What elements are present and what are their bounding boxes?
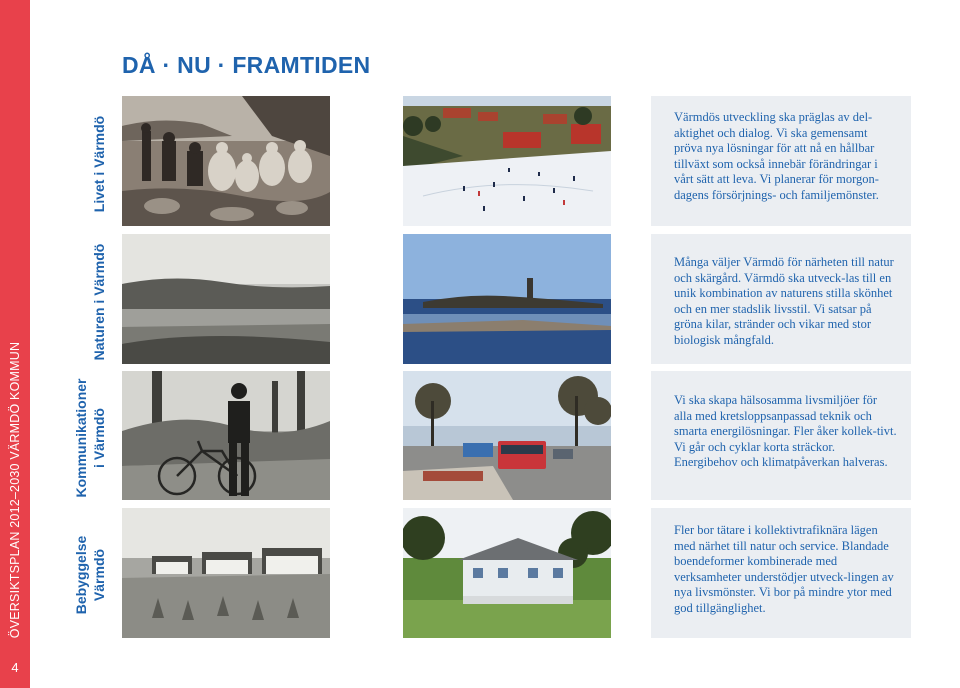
sidebar-running-title: ÖVERSIKTSPLAN 2012–2030 VÄRMDÖ KOMMUN [8,341,22,639]
row-label-livet [90,116,108,212]
historical-lake-photo [122,234,330,364]
sidebar-strip [0,0,30,688]
archipelago-photo [403,234,611,364]
body-text: Fler bor tätare i kollektivtrafiknära lägen med närhet till natur och service. Blandade boendeformer kombinerade med verksamheter understödjer utveck-lingen av nya livsmönster. Vi bor på mindre ytor med god tillgänglighet. [674,523,894,615]
page-title: DÅ · NU · FRAMTIDEN [122,52,371,78]
skating-lake-photo [403,96,611,226]
row-label-line: Värmdö [91,548,107,602]
modern-housing-photo [403,508,611,638]
historical-group-photo [122,96,330,226]
row-label-line: Bebyggelse [73,535,89,615]
row-label-naturen [90,244,108,361]
row-label-line: Kommunikationer [73,378,89,498]
row-label-line: Naturen i Värmdö [91,243,107,361]
bus-terminal-photo [403,371,611,500]
text-box-bebyggelse [651,508,911,638]
text-box-naturen [651,234,911,364]
row-label-bebyggelse [72,536,108,615]
row-label-kommunikationer [72,378,108,497]
historical-houses-photo [122,508,330,638]
row-label-line: Livet i Värmdö [91,115,107,213]
body-text: Vi ska skapa hälsosamma livsmiljöer för alla med kretsloppsanpassad teknik och smarta energilösningar. Fler åker kollek-tivt. Vi går och cyklar korta sträckor. Energibehov och klimatpåverkan halveras. [674,393,897,469]
body-text: Värmdös utveckling ska präglas av del-aktighet och dialog. Vi ska gemensamt pröva nya lösningar för att nå en hållbar tillväxt som också innebär förändringar i vårt sätt att leva. Vi planerar för morgon-dagens försörjnings- och familjemönster. [674,110,879,202]
body-text: Många väljer Värmdö för närheten till natur och skärgård. Värmdö ska utveck-las till en unik kombination av naturens stilla skönhet och en mer stadslik livsstil. Vi satsar på gröna kilar, stränder och vikar med stor biologisk mångfald. [674,255,894,347]
text-box-livet [651,96,911,226]
row-label-line: i Värmdö [91,408,107,468]
text-box-kommunikationer [651,371,911,500]
page-number: 4 [11,660,19,675]
historical-bicycle-photo [122,371,330,500]
